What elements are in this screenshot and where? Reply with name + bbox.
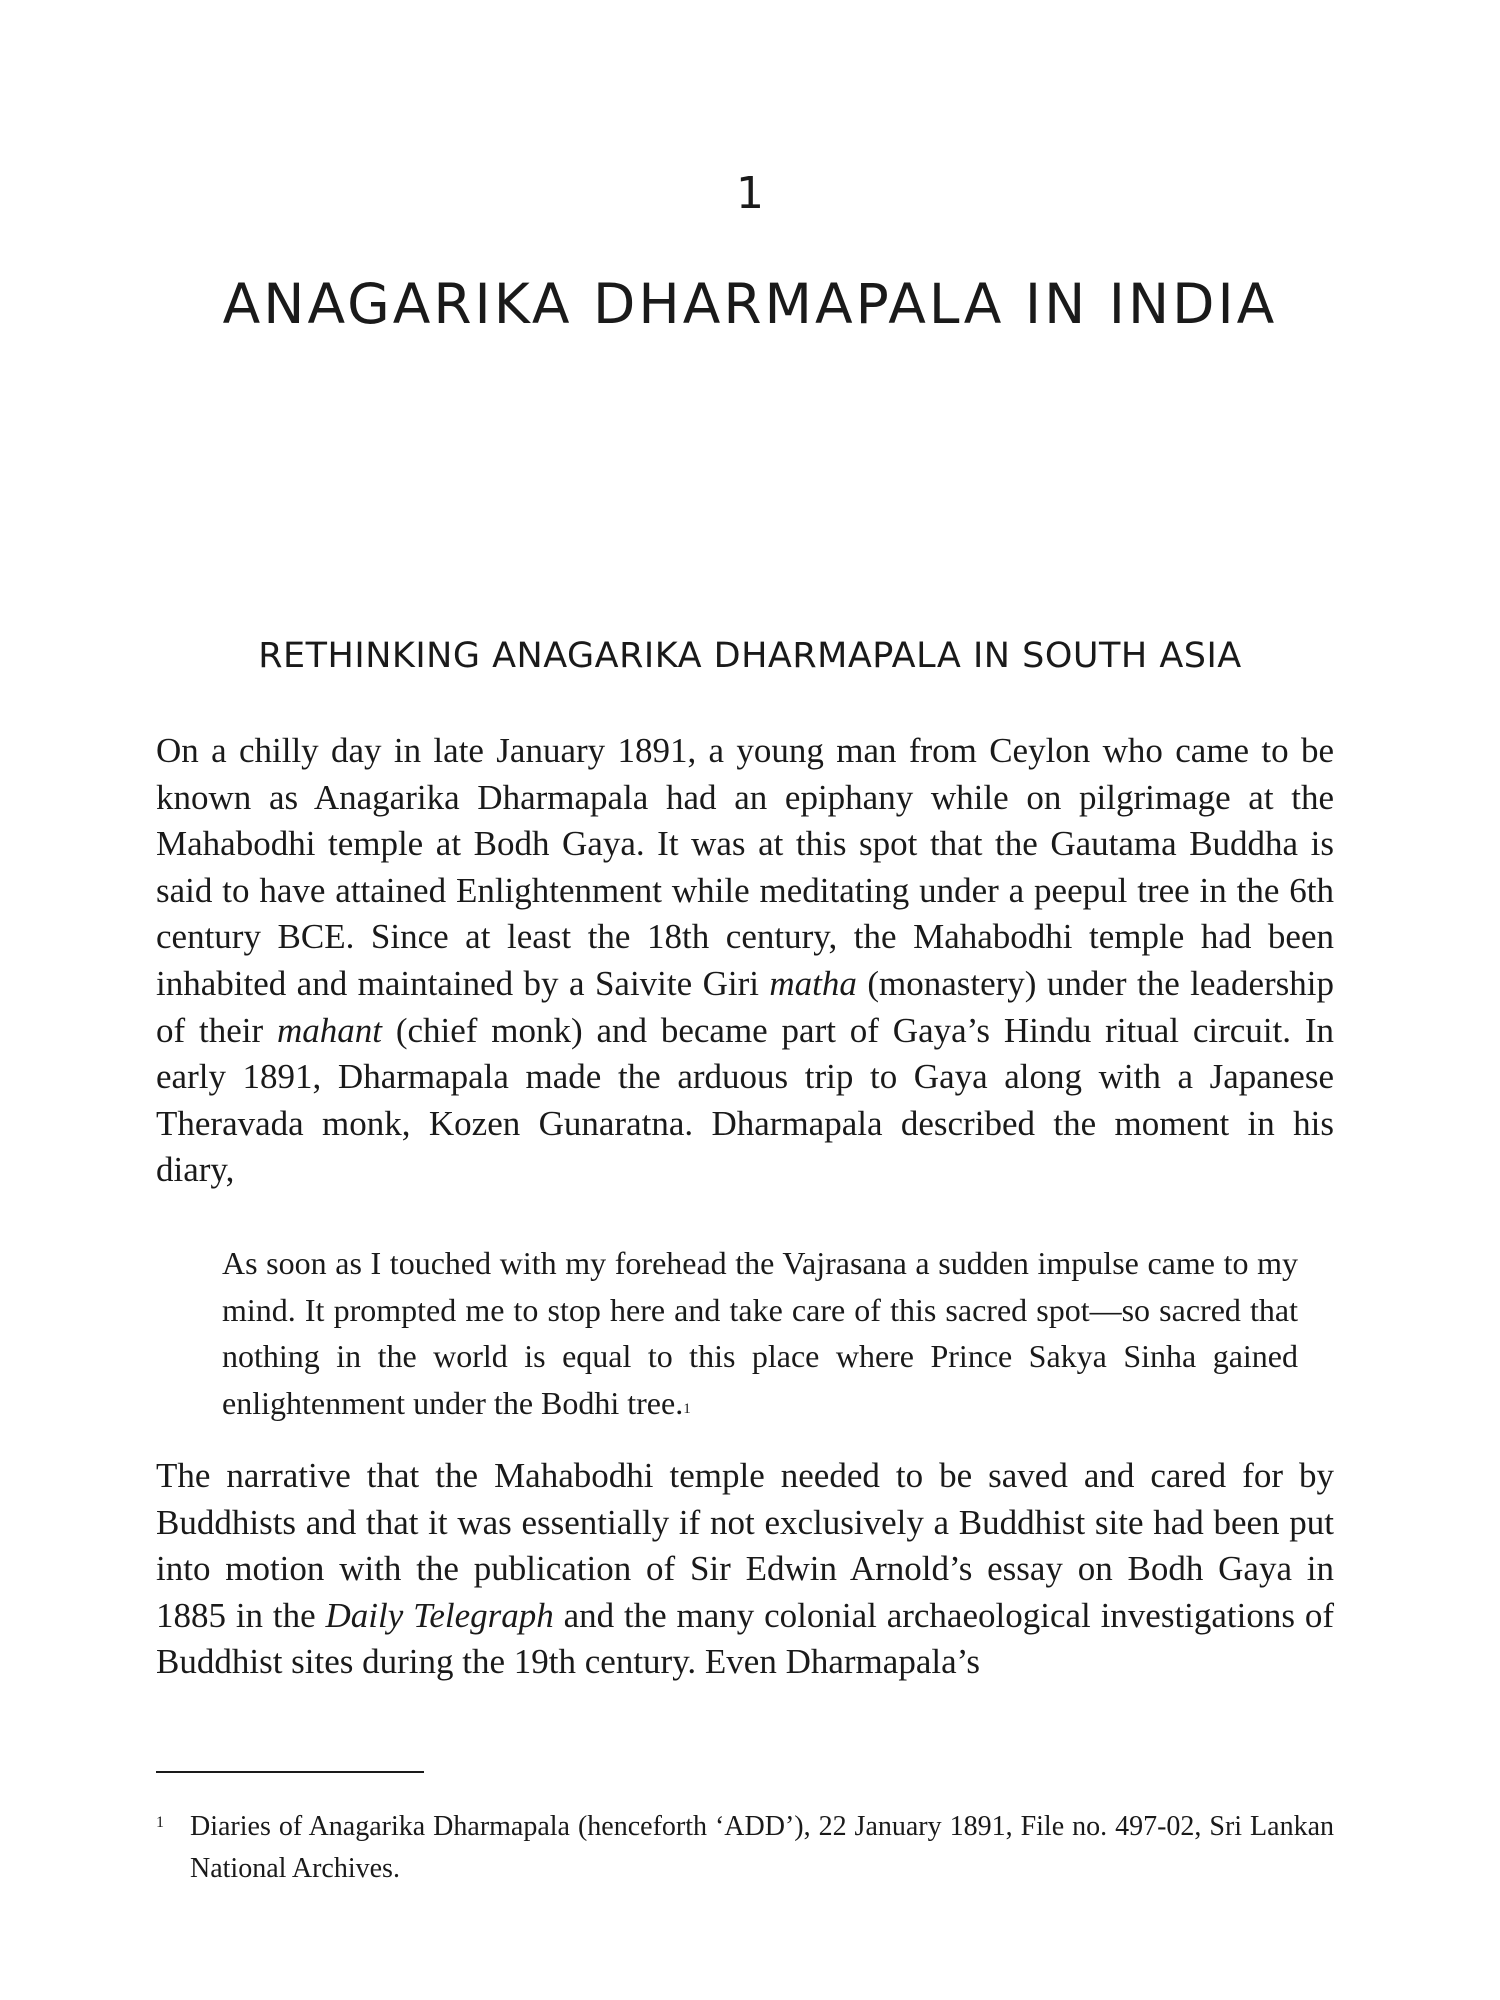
italic-title-daily-telegraph: Daily Telegraph [325,1595,554,1635]
footnote-divider [156,1771,424,1773]
italic-term-mahant: mahant [276,1010,382,1050]
paragraph-2-text-a: The narrative that the Mahabodhi temple needed to be saved and cared for by Buddhists and that it was essentially if not exclusively a Buddhist site had been put into motion with the publication of Sir Edwin Arnold’s essay on Bodh Gaya in 1885 in the [156,1456,1334,1635]
chapter-number: 1 [736,168,764,219]
body-paragraph-1 [156,728,1334,1194]
paragraph-1-text-b: (monastery) under the leadership of their [156,963,1334,1050]
paragraph-1-text-c: (chief monk) and became part of Gaya’s Hindu ritual circuit. In early 1891, Dharmapala made the arduous trip to Gaya along with a Japanese Theravada monk, Kozen Gunaratna. Dharmapala described the moment in his diary, [156,1010,1335,1190]
section-heading: RETHINKING ANAGARIKA DHARMAPALA IN SOUTH ASIA [258,636,1242,676]
paragraph-2-text-b: and the many colonial archaeological investigations of Buddhist sites during the 19th century. Even Dharmapala’s [156,1595,1334,1682]
body-paragraph-2 [156,1453,1334,1686]
footnote [156,1806,1334,1890]
block-quote-text: As soon as I touched with my forehead the Vajrasana a sudden impulse came to my mind. It prompted me to stop here and take care of this sacred spot—so sacred that nothing in the world is equal to this place where Prince Sakya Sinha gained enlightenment under the Bodhi tree. [222,1245,1298,1421]
block-quote [222,1240,1298,1426]
paragraph-1-text-a: On a chilly day in late January 1891, a young man from Ceylon who came to be known as Anagarika Dharmapala had an epiphany while on pilgrimage at the Mahabodhi temple at Bodh Gaya. It was at this spot that the Gautama Buddha is said to have attained Enlightenment while meditating under a peepul tree in the 6th century BCE. Since at least the 18th century, the Mahabodhi temple had been inhabited and maintained by a Saivite Giri [156,731,1334,1003]
footnote-text: Diaries of Anagarika Dharmapala (henceforth ‘ADD’), 22 January 1891, File no. 497-02, Sri Lankan National Archives. [190,1811,1334,1884]
footnote-marker: 1 [156,1814,164,1831]
footnote-reference[interactable]: 1 [683,1400,691,1417]
italic-term-matha: matha [769,963,857,1003]
chapter-title: ANAGARIKA DHARMAPALA IN INDIA [222,272,1278,336]
